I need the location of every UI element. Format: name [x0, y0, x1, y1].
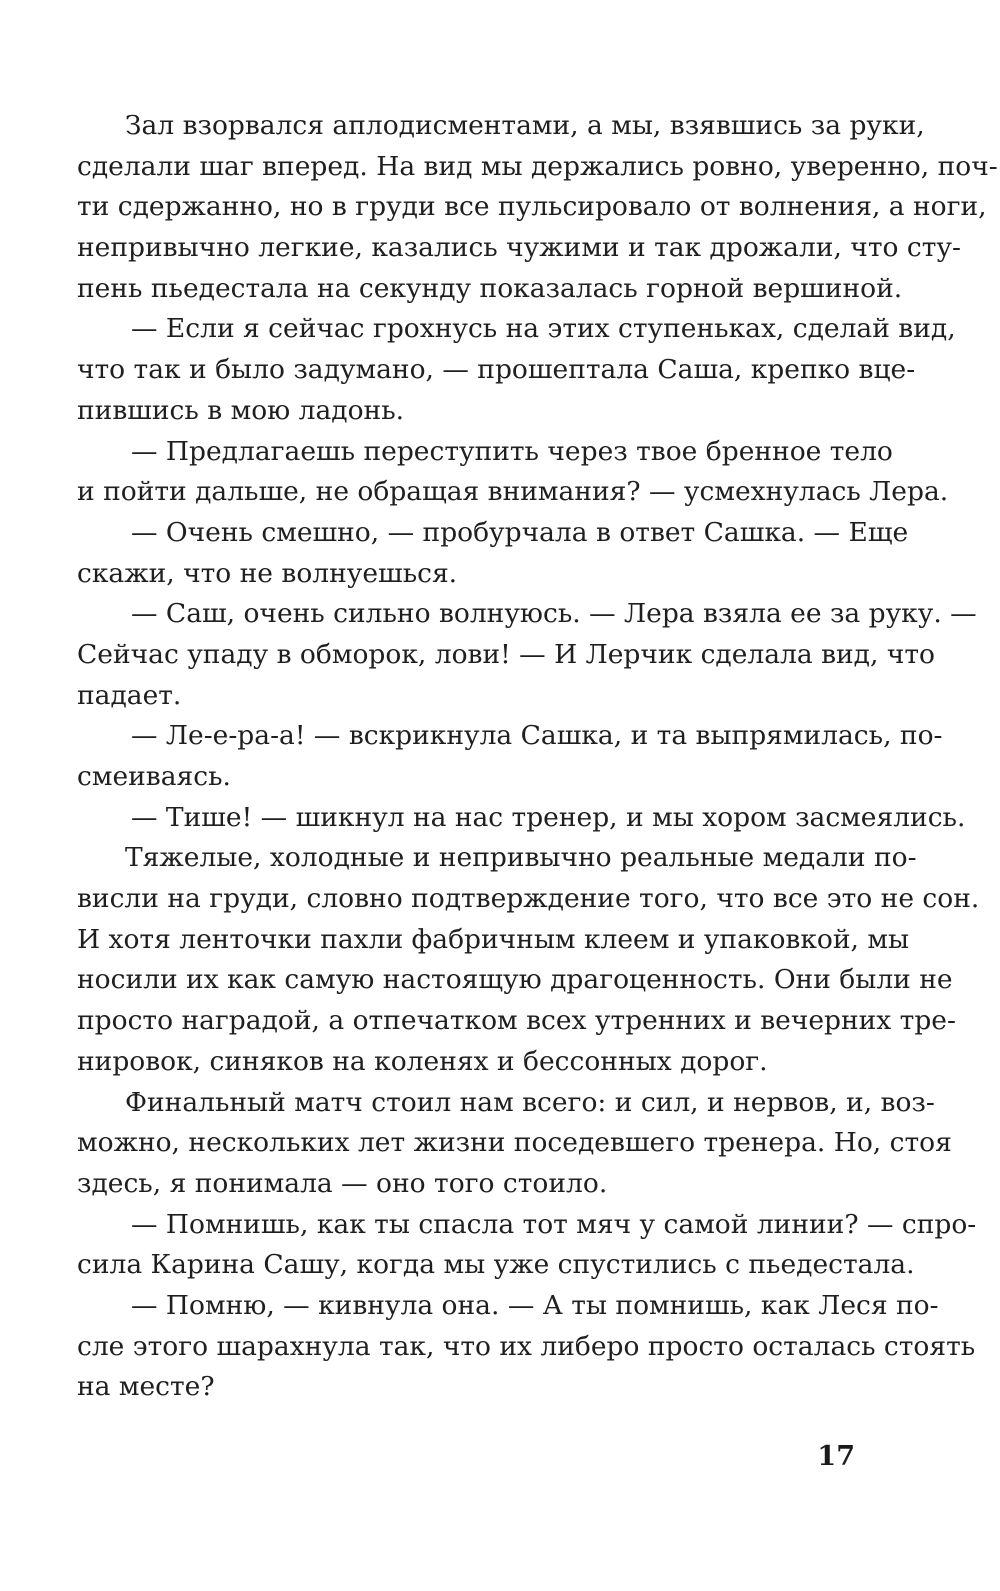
- text-line: сила Карина Сашу, когда мы уже спустились с пьедестала.: [77, 1249, 915, 1281]
- text-line: здесь, я понимала — оно того стоило.: [77, 1167, 608, 1199]
- text-line: скажи, что не волнуешься.: [77, 557, 458, 589]
- text-line: И хотя ленточки пахли фабричным клеем и упаковкой, мы: [77, 923, 910, 955]
- text-line: Сейчас упаду в обморок, лови! — И Лерчик сделала вид, что: [77, 638, 935, 670]
- text-line: что так и было задумано, — прошептала Саша, крепко вце-: [77, 354, 916, 386]
- text-line: — Ле-е-ра-а! — вскрикнула Сашка, и та выпрямилась, по-: [131, 720, 943, 752]
- body-text: [77, 106, 998, 1408]
- text-line: пень пьедестала на секунду показалась горной вершиной.: [77, 272, 903, 304]
- text-line: просто наградой, а отпечатком всех утренних и вечерних тре-: [77, 1005, 956, 1037]
- text-line: сле этого шарахнула так, что их либеро просто осталась стоять: [77, 1330, 976, 1362]
- text-line: — Предлагаешь переступить через твое бренное тело: [131, 435, 893, 467]
- text-line: можно, нескольких лет жизни поседевшего тренера. Но, стоя: [77, 1127, 952, 1159]
- text-line: носили их как самую настоящую драгоценность. Они были не: [77, 964, 953, 996]
- text-line: ти сдержанно, но в груди все пульсировало от волнения, а ноги,: [77, 191, 987, 223]
- text-line: — Очень смешно, — пробурчала в ответ Сашка. — Еще: [131, 516, 909, 548]
- text-line: Тяжелые, холодные и непривычно реальные медали по-: [125, 842, 917, 874]
- text-line: — Саш, очень сильно волнуюсь. — Лера взяла ее за руку. —: [131, 598, 977, 630]
- text-line: Зал взорвался аплодисментами, а мы, взявшись за руки,: [125, 110, 925, 141]
- text-line: сделали шаг вперед. На вид мы держались ровно, уверенно, поч-: [77, 150, 998, 182]
- text-line: пившись в мою ладонь.: [77, 394, 405, 426]
- text-line: на месте?: [77, 1371, 215, 1403]
- text-line: падает.: [77, 679, 182, 711]
- text-line: и пойти дальше, не обращая внимания? — усмехнулась Лера.: [77, 476, 949, 508]
- text-line: — Помню, — кивнула она. — А ты помнишь, как Леся по-: [131, 1289, 939, 1321]
- text-line: — Тише! — шикнул на нас тренер, и мы хором засмеялись.: [131, 801, 966, 833]
- text-line: — Если я сейчас грохнусь на этих ступеньках, сделай вид,: [131, 313, 956, 345]
- text-line: Финальный матч стоил нам всего: и сил, и нервов, и, воз-: [125, 1086, 935, 1118]
- page-number: 17: [817, 1441, 855, 1472]
- text-line: смеиваясь.: [77, 761, 231, 792]
- text-line: — Помнишь, как ты спасла тот мяч у самой линии? — спро-: [131, 1208, 977, 1240]
- text-line: нировок, синяков на коленях и бессонных дорог.: [77, 1045, 768, 1077]
- text-line: висли на груди, словно подтверждение того, что все это не сон.: [77, 883, 980, 915]
- text-line: непривычно легкие, казались чужими и так дрожали, что сту-: [77, 232, 961, 264]
